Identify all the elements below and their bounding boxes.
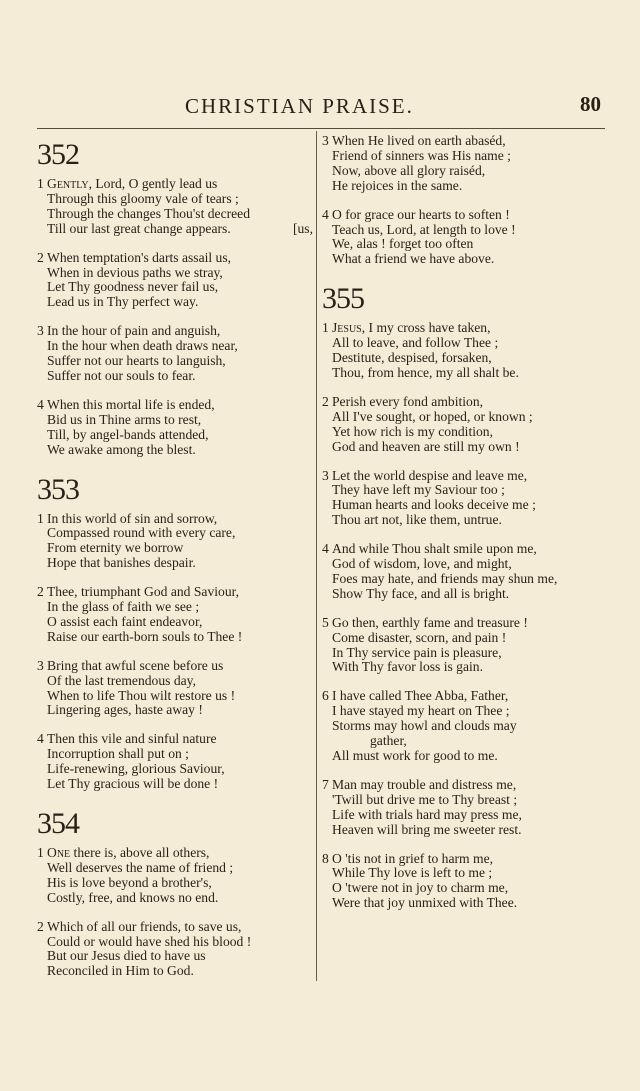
first-word: One: [47, 845, 71, 860]
verse-line: Compassed round with every care,: [47, 525, 236, 541]
line-text: Man may trouble and distress me,: [332, 776, 517, 792]
page-number: 80: [580, 92, 601, 116]
verse-line: When in devious paths we stray,: [47, 264, 223, 280]
line-text: Go then, earthly fame and treasure !: [332, 614, 528, 630]
stanza-number: 1: [37, 510, 44, 526]
first-word: Jesus,: [332, 320, 366, 336]
verse-line: In the hour when death draws near,: [47, 338, 238, 354]
verse-line: Could or would have shed his blood !: [47, 933, 252, 949]
hymn-number: 353: [37, 472, 79, 506]
line-text: O 'tis not in grief to harm me,: [332, 850, 494, 866]
stanza: [322, 134, 600, 194]
verse-line: Human hearts and looks deceive me ;: [332, 497, 536, 513]
verse-line: Now, above all glory raiséd,: [332, 162, 486, 178]
verse-line: Thou, from hence, my all shalt be.: [332, 364, 519, 380]
stanza: [322, 689, 600, 764]
verse-line: God of wisdom, love, and might,: [332, 556, 512, 572]
stanza: [322, 208, 600, 268]
stanza: [37, 732, 313, 792]
verse-line: God and heaven are still my own !: [332, 438, 520, 454]
verse-line: [322, 542, 600, 557]
stanza-number: 2: [37, 918, 44, 934]
stanza: [322, 395, 600, 455]
stanza-number: 1: [322, 320, 329, 336]
verse-line: [322, 469, 600, 484]
stanza: [37, 920, 313, 980]
verse-line: Friend of sinners was His name ;: [332, 147, 511, 163]
verse-line-continuation: gather,: [370, 733, 407, 749]
verse-line: Reconciled in Him to God.: [47, 963, 194, 979]
verse-line: Thou art not, like them, untrue.: [332, 512, 502, 528]
line-text: When this mortal life is ended,: [47, 396, 215, 412]
stanza-number: 3: [37, 657, 44, 673]
verse-line: Show Thy face, and all is bright.: [332, 585, 510, 601]
verse-line: What a friend we have above.: [332, 251, 495, 267]
verse-line: Hope that banishes despair.: [47, 555, 196, 571]
line-text: there is, above all others,: [70, 845, 210, 860]
line-overflow: [us,: [292, 220, 313, 236]
verse-line: But our Jesus died to have us: [47, 948, 206, 964]
line-text: Which of all our friends, to save us,: [47, 918, 242, 934]
verse-line: Through the changes Thou'st decreed: [47, 205, 251, 221]
verse-line: [322, 689, 600, 704]
line-text: In the hour of pain and anguish,: [47, 323, 221, 339]
verse-line: Incorruption shall put on ;: [47, 746, 189, 762]
verse-line: [322, 134, 600, 149]
header-rule: [37, 128, 605, 129]
verse-line: Let Thy gracious will be done !: [47, 776, 219, 792]
verse-line: We, alas ! forget too often: [332, 236, 474, 252]
stanza: [37, 177, 313, 237]
verse-line: All to leave, and follow Thee ;: [332, 335, 499, 351]
verse-line: Lingering ages, haste away !: [47, 702, 203, 718]
verse-line: They have left my Saviour too ;: [332, 482, 505, 498]
stanza-number: 2: [37, 584, 44, 600]
verse-line: Suffer not our souls to fear.: [47, 367, 196, 383]
verse-line: Life with trials hard may press me,: [332, 806, 522, 822]
verse-line: [37, 177, 313, 192]
line-text: Let the world despise and leave me,: [332, 467, 528, 483]
stanza: [322, 616, 600, 676]
verse-line: [37, 659, 313, 674]
stanza: [37, 398, 313, 458]
verse-line: [37, 398, 313, 413]
verse-line: We awake among the blest.: [47, 441, 196, 457]
verse-line: [37, 846, 313, 861]
stanza-number: 1: [37, 176, 44, 191]
stanza-number: 3: [322, 467, 329, 483]
line-text: And while Thou shalt smile upon me,: [332, 541, 537, 557]
verse-line: [37, 251, 313, 266]
stanza-number: 3: [37, 323, 44, 339]
stanza-number: 4: [37, 396, 44, 412]
stanza: [322, 321, 600, 381]
stanza-number: 4: [37, 731, 44, 747]
hymn-number: 354: [37, 807, 79, 840]
hymn-number: 352: [37, 138, 79, 171]
right-column: [322, 134, 600, 925]
stanza-number: 2: [322, 393, 329, 409]
verse-line: [322, 321, 600, 336]
verse-line: Raise our earth-born souls to Thee !: [47, 628, 243, 644]
hymn-355: [322, 281, 600, 911]
verse-line: When to life Thou wilt restore us !: [47, 687, 236, 703]
line-text: I my cross have taken,: [365, 320, 491, 336]
verse-line: Yet how rich is my condition,: [332, 423, 493, 439]
stanza-number: 7: [322, 776, 329, 792]
verse-line: Foes may hate, and friends may shun me,: [332, 570, 558, 586]
stanza: [37, 324, 313, 384]
stanza: [322, 469, 600, 529]
stanza: [322, 852, 600, 912]
hymn-354: [37, 806, 313, 979]
column-divider: [316, 131, 317, 981]
verse-line: [37, 920, 313, 935]
verse-line: With Thy favor loss is gain.: [332, 659, 483, 675]
verse-line: Storms may howl and clouds may: [332, 718, 517, 734]
verse-line: [322, 616, 600, 631]
verse-line: Well deserves the name of friend ;: [47, 859, 234, 875]
verse-line: While Thy love is left to me ;: [332, 865, 493, 881]
verse-line: [37, 324, 313, 339]
verse-line: Life-renewing, glorious Saviour,: [47, 761, 225, 777]
verse-line: Costly, free, and knows no end.: [47, 889, 219, 905]
verse-line: Come disaster, scorn, and pain !: [332, 629, 507, 645]
verse-line: [37, 585, 313, 600]
stanza-number: 1: [37, 845, 44, 860]
verse-line: Through this gloomy vale of tears ;: [47, 190, 239, 206]
verse-line: O assist each faint endeavor,: [47, 613, 203, 629]
verse-line: Of the last tremendous day,: [47, 672, 196, 688]
stanza-number: 4: [322, 541, 329, 557]
verse-line: Till, by angel-bands attended,: [47, 426, 209, 442]
verse-line: All I've sought, or hoped, or known ;: [332, 408, 533, 424]
verse-line: [322, 852, 600, 867]
verse-line: In Thy service pain is pleasure,: [332, 644, 502, 660]
verse-line: Teach us, Lord, at length to love !: [332, 221, 516, 237]
stanza-number: 4: [322, 206, 329, 222]
verse-line: Were that joy unmixed with Thee.: [332, 895, 518, 911]
verse-line: I have stayed my heart on Thee ;: [332, 703, 510, 719]
verse-line: [322, 778, 600, 793]
line-text: I have called Thee Abba, Father,: [332, 688, 509, 704]
running-title: CHRISTIAN PRAISE.: [185, 94, 414, 118]
verse-line: He rejoices in the same.: [332, 177, 463, 193]
verse-line: Heaven will bring me sweeter rest.: [332, 821, 522, 837]
verse-line: From eternity we borrow: [47, 540, 184, 556]
verse-line: In the glass of faith we see ;: [47, 599, 200, 615]
stanza: [37, 585, 313, 645]
verse-line: [322, 208, 600, 223]
line-text: In this world of sin and sorrow,: [47, 510, 218, 526]
hymn-352: [37, 137, 313, 458]
stanza-number: 5: [322, 614, 329, 630]
line-text: When He lived on earth abaséd,: [332, 133, 506, 148]
verse-line: All must work for good to me.: [332, 748, 498, 763]
line-text: Perish every fond ambition,: [332, 393, 484, 409]
verse-line: Bid us in Thine arms to rest,: [47, 411, 202, 427]
line-text: Then this vile and sinful nature: [47, 731, 217, 747]
line-text: Thee, triumphant God and Saviour,: [47, 584, 239, 600]
stanza-number: 3: [322, 133, 329, 148]
line-text: When temptation's darts assail us,: [47, 249, 232, 265]
verse-line: Destitute, despised, forsaken,: [332, 350, 492, 366]
stanza: [37, 846, 313, 906]
verse-line: 'Twill but drive me to Thy breast ;: [332, 791, 518, 807]
verse-line: [37, 732, 313, 747]
verse-line: O 'twere not in joy to charm me,: [332, 880, 509, 896]
verse-line: [37, 512, 313, 527]
stanza: [37, 251, 313, 311]
stanza: [322, 778, 600, 838]
verse-line: Let Thy goodness never fail us,: [47, 279, 219, 295]
hymn-353: [37, 472, 313, 793]
page-header: [0, 94, 640, 124]
line-text: Till our last great change appears.: [47, 220, 231, 236]
stanza-number: 8: [322, 850, 329, 866]
verse-line: His is love beyond a brother's,: [47, 874, 212, 890]
hymn-354-continued: [322, 134, 600, 267]
stanza-number: 6: [322, 688, 329, 704]
hymn-number: 355: [322, 282, 364, 316]
line-text: Bring that awful scene before us: [47, 657, 224, 673]
verse-line: Suffer not our hearts to languish,: [47, 353, 226, 369]
line-text: Lord, O gently lead us: [91, 176, 218, 191]
verse-line: Lead us in Thy perfect way.: [47, 294, 199, 310]
left-column: [37, 137, 313, 993]
line-text: O for grace our hearts to soften !: [332, 206, 510, 222]
first-word: Gently,: [47, 176, 92, 191]
stanza: [322, 542, 600, 602]
stanza: [37, 659, 313, 719]
verse-line: [322, 395, 600, 410]
stanza: [37, 512, 313, 572]
verse-line: [37, 222, 313, 237]
stanza-number: 2: [37, 249, 44, 265]
